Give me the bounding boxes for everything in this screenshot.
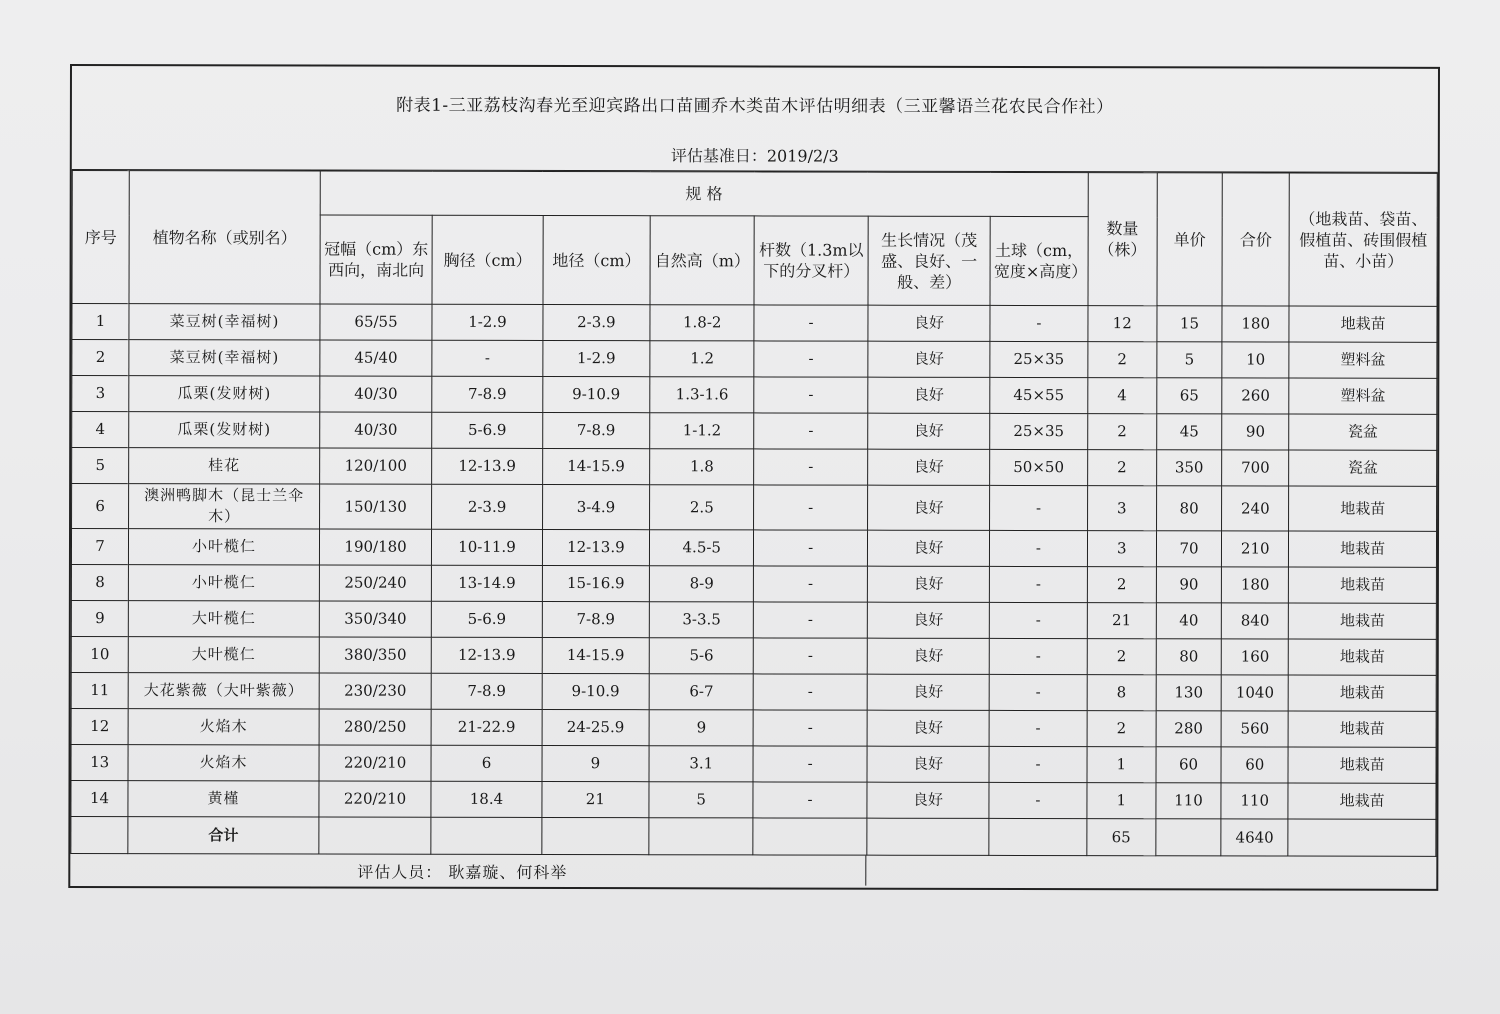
growth-cell: 良好 [867, 674, 990, 710]
height-cell: 5-6 [649, 638, 753, 674]
dbh-cell: 1-2.9 [432, 304, 542, 340]
soil-ball-cell: - [989, 674, 1086, 710]
crown-cell: 40/30 [320, 412, 432, 448]
seq-cell: 6 [72, 484, 129, 529]
quantity-cell: 4 [1087, 378, 1156, 414]
growth-cell: 良好 [868, 305, 991, 341]
ground-diameter-cell: 14-15.9 [542, 637, 649, 673]
quantity-cell: 2 [1088, 342, 1157, 378]
soil-ball-cell: - [990, 485, 1087, 530]
total-cell: 700 [1222, 450, 1289, 486]
total-empty-cell [431, 817, 541, 854]
dbh-cell: 12-13.9 [432, 637, 542, 673]
appraisal-sheet [68, 64, 1440, 891]
seq-cell: 7 [71, 529, 128, 565]
total-cell: 210 [1222, 531, 1289, 567]
ground-diameter-cell: 2-3.9 [543, 304, 650, 340]
plant-name-cell: 小叶榄仁 [129, 565, 320, 601]
growth-cell: 良好 [867, 566, 990, 602]
growth-cell: 良好 [868, 377, 991, 413]
total-empty-cell [867, 818, 990, 855]
stems-cell: - [754, 377, 867, 413]
height-cell: 1.8-2 [650, 305, 754, 341]
crown-cell: 40/30 [320, 376, 432, 412]
seq-cell: 5 [72, 448, 129, 484]
dbh-cell: 7-8.9 [431, 673, 541, 709]
soil-ball-cell: - [990, 566, 1087, 602]
header-growth: 生长情况（茂盛、良好、一般、差） [868, 216, 991, 305]
soil-ball-cell: 50×50 [990, 449, 1087, 485]
quantity-cell: 3 [1087, 486, 1156, 531]
stems-cell: - [754, 449, 867, 485]
growth-cell: 良好 [867, 530, 990, 566]
unit-price-cell: 60 [1156, 747, 1221, 783]
ground-diameter-cell: 7-8.9 [542, 601, 649, 637]
header-ground-diameter: 地径（cm） [543, 215, 651, 304]
total-empty-cell [319, 817, 431, 854]
table-row [71, 565, 1436, 604]
table-row [71, 673, 1436, 712]
plant-name-cell: 火焰木 [128, 745, 319, 781]
crown-cell: 230/230 [319, 673, 431, 709]
valuation-date: 评估基准日：2019/2/3 [670, 146, 839, 166]
ground-diameter-cell: 9-10.9 [542, 376, 649, 412]
stems-cell: - [754, 638, 867, 674]
unit-price-cell: 110 [1156, 783, 1221, 819]
seq-cell: 4 [72, 412, 129, 448]
plant-name-cell: 火焰木 [128, 709, 319, 745]
type-cell: 地栽苗 [1289, 306, 1437, 342]
stems-cell: - [754, 341, 867, 377]
crown-cell: 220/210 [319, 745, 431, 781]
seq-cell: 2 [72, 340, 129, 376]
type-cell: 瓷盆 [1289, 450, 1437, 486]
plant-name-cell: 黄槿 [128, 781, 319, 817]
unit-price-cell: 90 [1156, 567, 1221, 603]
quantity-cell: 2 [1087, 414, 1156, 450]
ground-diameter-cell: 14-15.9 [542, 448, 649, 484]
plant-name-cell: 澳洲鸭脚木（昆士兰伞木） [129, 484, 320, 529]
growth-cell: 良好 [867, 746, 990, 782]
stems-cell: - [754, 530, 867, 566]
total-quantity: 65 [1087, 819, 1156, 856]
quantity-cell: 12 [1088, 306, 1157, 342]
ground-diameter-cell: 24-25.9 [542, 709, 649, 745]
plant-name-cell: 大叶榄仁 [129, 601, 320, 637]
stems-cell: - [754, 305, 867, 341]
total-row [71, 817, 1436, 857]
plant-name-cell: 菜豆树(幸福树) [129, 340, 320, 376]
soil-ball-cell: 45×55 [990, 377, 1087, 413]
total-cell: 10 [1222, 342, 1289, 378]
quantity-cell: 21 [1087, 603, 1156, 639]
crown-cell: 150/130 [319, 484, 432, 529]
type-cell: 塑料盆 [1289, 342, 1437, 378]
dbh-cell: - [432, 340, 542, 376]
dbh-cell: 2-3.9 [432, 484, 542, 529]
appraisers-text: 评估人员： 耿嘉璇、何科举 [357, 862, 568, 883]
unit-price-cell: 80 [1156, 486, 1221, 531]
seq-cell: 9 [71, 601, 128, 637]
seq-cell: 12 [71, 709, 128, 745]
total-cell: 110 [1221, 783, 1288, 819]
soil-ball-cell: - [989, 710, 1086, 746]
header-type: （地栽苗、袋苗、假植苗、砖围假植苗、小苗） [1289, 173, 1437, 306]
dbh-cell: 18.4 [431, 781, 541, 817]
ground-diameter-cell: 9 [542, 745, 649, 781]
table-row [71, 601, 1436, 640]
stems-cell: - [754, 566, 867, 602]
nursery-stock-table [70, 170, 1437, 857]
type-cell: 地栽苗 [1288, 783, 1436, 819]
table-row [72, 448, 1437, 487]
table-row [71, 529, 1436, 568]
header-crown: 冠幅（cm）东 西向，南北向 [320, 215, 433, 304]
total-cell: 840 [1221, 603, 1288, 639]
header-dbh: 胸径（cm） [432, 215, 543, 304]
total-label: 合计 [128, 817, 319, 854]
crown-cell: 120/100 [320, 448, 432, 484]
unit-price-cell: 45 [1157, 414, 1222, 450]
unit-price-cell: 130 [1156, 675, 1221, 711]
stems-cell: - [754, 674, 867, 710]
dbh-cell: 6 [431, 745, 541, 781]
crown-cell: 350/340 [319, 601, 431, 637]
unit-price-cell: 350 [1157, 450, 1222, 486]
crown-cell: 190/180 [319, 529, 431, 565]
height-cell: 1.8 [650, 449, 754, 485]
height-cell: 1-1.2 [650, 413, 754, 449]
crown-cell: 45/40 [320, 340, 432, 376]
ground-diameter-cell: 1-2.9 [543, 340, 650, 376]
quantity-cell: 2 [1087, 711, 1156, 747]
type-cell: 地栽苗 [1289, 567, 1437, 603]
ground-diameter-cell: 3-4.9 [542, 484, 649, 529]
seq-cell: 14 [71, 781, 128, 817]
stems-cell: - [754, 602, 867, 638]
total-empty-cell [753, 818, 866, 855]
type-cell: 地栽苗 [1289, 639, 1437, 675]
sheet-title: 附表1-三亚荔枝沟春光至迎宾路出口苗圃乔木类苗木评估明细表（三亚馨语兰花农民合作社） [396, 95, 1114, 118]
table-row [72, 340, 1437, 379]
dbh-cell: 7-8.9 [432, 376, 542, 412]
quantity-cell: 2 [1087, 567, 1156, 603]
soil-ball-cell: - [990, 602, 1087, 638]
dbh-cell: 5-6.9 [432, 412, 542, 448]
total-empty-cell [649, 818, 753, 855]
unit-price-cell: 280 [1156, 711, 1221, 747]
unit-price-cell: 40 [1156, 603, 1221, 639]
stems-cell: - [754, 413, 867, 449]
total-cell: 560 [1221, 711, 1288, 747]
soil-ball-cell: - [989, 782, 1086, 818]
growth-cell: 良好 [867, 638, 990, 674]
dbh-cell: 12-13.9 [432, 448, 542, 484]
height-cell: 8-9 [649, 566, 753, 602]
title-block [72, 66, 1438, 173]
soil-ball-cell: - [990, 638, 1087, 674]
crown-cell: 220/210 [319, 781, 431, 817]
header-spec-group: 规 格 [320, 171, 1088, 217]
seq-cell: 13 [71, 745, 128, 781]
type-cell: 地栽苗 [1289, 486, 1437, 531]
stems-cell: - [753, 746, 866, 782]
seq-cell: 1 [72, 304, 129, 340]
growth-cell: 良好 [867, 710, 990, 746]
header-unit-price: 单价 [1157, 173, 1223, 306]
height-cell: 3.1 [649, 746, 753, 782]
header-plant-name: 植物名称（或别名） [129, 171, 320, 304]
total-amount: 4640 [1221, 819, 1288, 856]
unit-price-cell: 80 [1156, 639, 1221, 675]
table-row [72, 484, 1437, 532]
table-row [71, 745, 1436, 784]
quantity-cell: 2 [1087, 450, 1156, 486]
height-cell: 1.3-1.6 [650, 377, 754, 413]
total-cell: 90 [1222, 414, 1289, 450]
height-cell: 5 [649, 782, 753, 818]
total-empty-cell [1288, 819, 1436, 856]
footer [70, 854, 1436, 889]
growth-cell: 良好 [867, 782, 990, 818]
table-row [72, 304, 1437, 343]
dbh-cell: 5-6.9 [432, 601, 542, 637]
ground-diameter-cell: 21 [542, 781, 649, 817]
soil-ball-cell: - [990, 305, 1087, 341]
ground-diameter-cell: 9-10.9 [542, 673, 649, 709]
footer-appraisers-cell [70, 854, 866, 886]
soil-ball-cell: - [990, 530, 1087, 566]
stems-cell: - [754, 710, 867, 746]
crown-cell: 280/250 [319, 709, 431, 745]
stems-cell: - [754, 485, 868, 530]
table-row [71, 637, 1436, 676]
plant-name-cell: 大叶榄仁 [128, 637, 319, 673]
crown-cell: 250/240 [319, 565, 431, 601]
growth-cell: 良好 [867, 449, 990, 485]
dbh-cell: 21-22.9 [431, 709, 541, 745]
seq-cell: 3 [72, 376, 129, 412]
ground-diameter-cell: 12-13.9 [542, 529, 649, 565]
growth-cell: 良好 [868, 413, 991, 449]
unit-price-cell: 65 [1157, 378, 1222, 414]
ground-diameter-cell: 7-8.9 [542, 412, 649, 448]
quantity-cell: 2 [1087, 639, 1156, 675]
total-cell: 60 [1221, 747, 1288, 783]
table-row [72, 412, 1437, 451]
plant-name-cell: 菜豆树(幸福树) [129, 304, 320, 340]
quantity-cell: 1 [1087, 747, 1156, 783]
total-cell: 1040 [1221, 675, 1288, 711]
total-seq-cell [71, 817, 128, 854]
quantity-cell: 3 [1087, 531, 1156, 567]
type-cell: 地栽苗 [1289, 603, 1437, 639]
table-row [71, 781, 1436, 820]
header-height: 自然高（m） [650, 216, 755, 305]
table-body [71, 304, 1437, 820]
total-cell: 260 [1222, 378, 1289, 414]
crown-cell: 380/350 [319, 637, 431, 673]
plant-name-cell: 小叶榄仁 [129, 529, 320, 565]
height-cell: 9 [649, 710, 753, 746]
height-cell: 3-3.5 [649, 602, 753, 638]
type-cell: 塑料盆 [1289, 378, 1437, 414]
ground-diameter-cell: 15-16.9 [542, 565, 649, 601]
height-cell: 4.5-5 [650, 530, 754, 566]
stems-cell: - [753, 782, 866, 818]
type-cell: 地栽苗 [1288, 747, 1436, 783]
total-empty-cell [989, 818, 1086, 855]
header-seq: 序号 [72, 171, 129, 304]
height-cell: 2.5 [650, 485, 754, 530]
soil-ball-cell: 25×35 [990, 341, 1087, 377]
seq-cell: 10 [71, 637, 128, 673]
total-cell: 180 [1222, 567, 1289, 603]
header-quantity: 数量（株） [1088, 173, 1158, 306]
header-stems: 杆数（1.3m以下的分叉杆） [754, 216, 868, 305]
header-total: 合价 [1222, 173, 1290, 306]
header-soil-ball: 土球（cm，宽度×高度） [990, 216, 1088, 305]
seq-cell: 11 [71, 673, 128, 709]
growth-cell: 良好 [868, 341, 991, 377]
type-cell: 地栽苗 [1289, 675, 1437, 711]
type-cell: 地栽苗 [1288, 711, 1436, 747]
soil-ball-cell: - [989, 746, 1086, 782]
growth-cell: 良好 [867, 602, 990, 638]
dbh-cell: 10-11.9 [432, 529, 542, 565]
height-cell: 1.2 [650, 341, 754, 377]
type-cell: 瓷盆 [1289, 414, 1437, 450]
total-cell: 180 [1222, 306, 1289, 342]
plant-name-cell: 大花紫薇（大叶紫薇） [128, 673, 319, 709]
dbh-cell: 13-14.9 [432, 565, 542, 601]
crown-cell: 65/55 [320, 304, 432, 340]
plant-name-cell: 瓜栗(发财树) [129, 412, 320, 448]
growth-cell: 良好 [867, 485, 990, 530]
total-empty-cell [1156, 819, 1221, 856]
total-cell: 160 [1221, 639, 1288, 675]
soil-ball-cell: 25×35 [990, 413, 1087, 449]
total-empty-cell [542, 817, 649, 854]
unit-price-cell: 70 [1156, 531, 1221, 567]
table-row [71, 709, 1436, 748]
unit-price-cell: 15 [1157, 306, 1222, 342]
table-row [72, 376, 1437, 415]
type-cell: 地栽苗 [1289, 531, 1437, 567]
seq-cell: 8 [71, 565, 128, 601]
height-cell: 6-7 [649, 674, 753, 710]
quantity-cell: 1 [1087, 783, 1156, 819]
unit-price-cell: 5 [1157, 342, 1222, 378]
plant-name-cell: 瓜栗(发财树) [129, 376, 320, 412]
total-cell: 240 [1222, 486, 1289, 531]
plant-name-cell: 桂花 [129, 448, 320, 484]
quantity-cell: 8 [1087, 675, 1156, 711]
